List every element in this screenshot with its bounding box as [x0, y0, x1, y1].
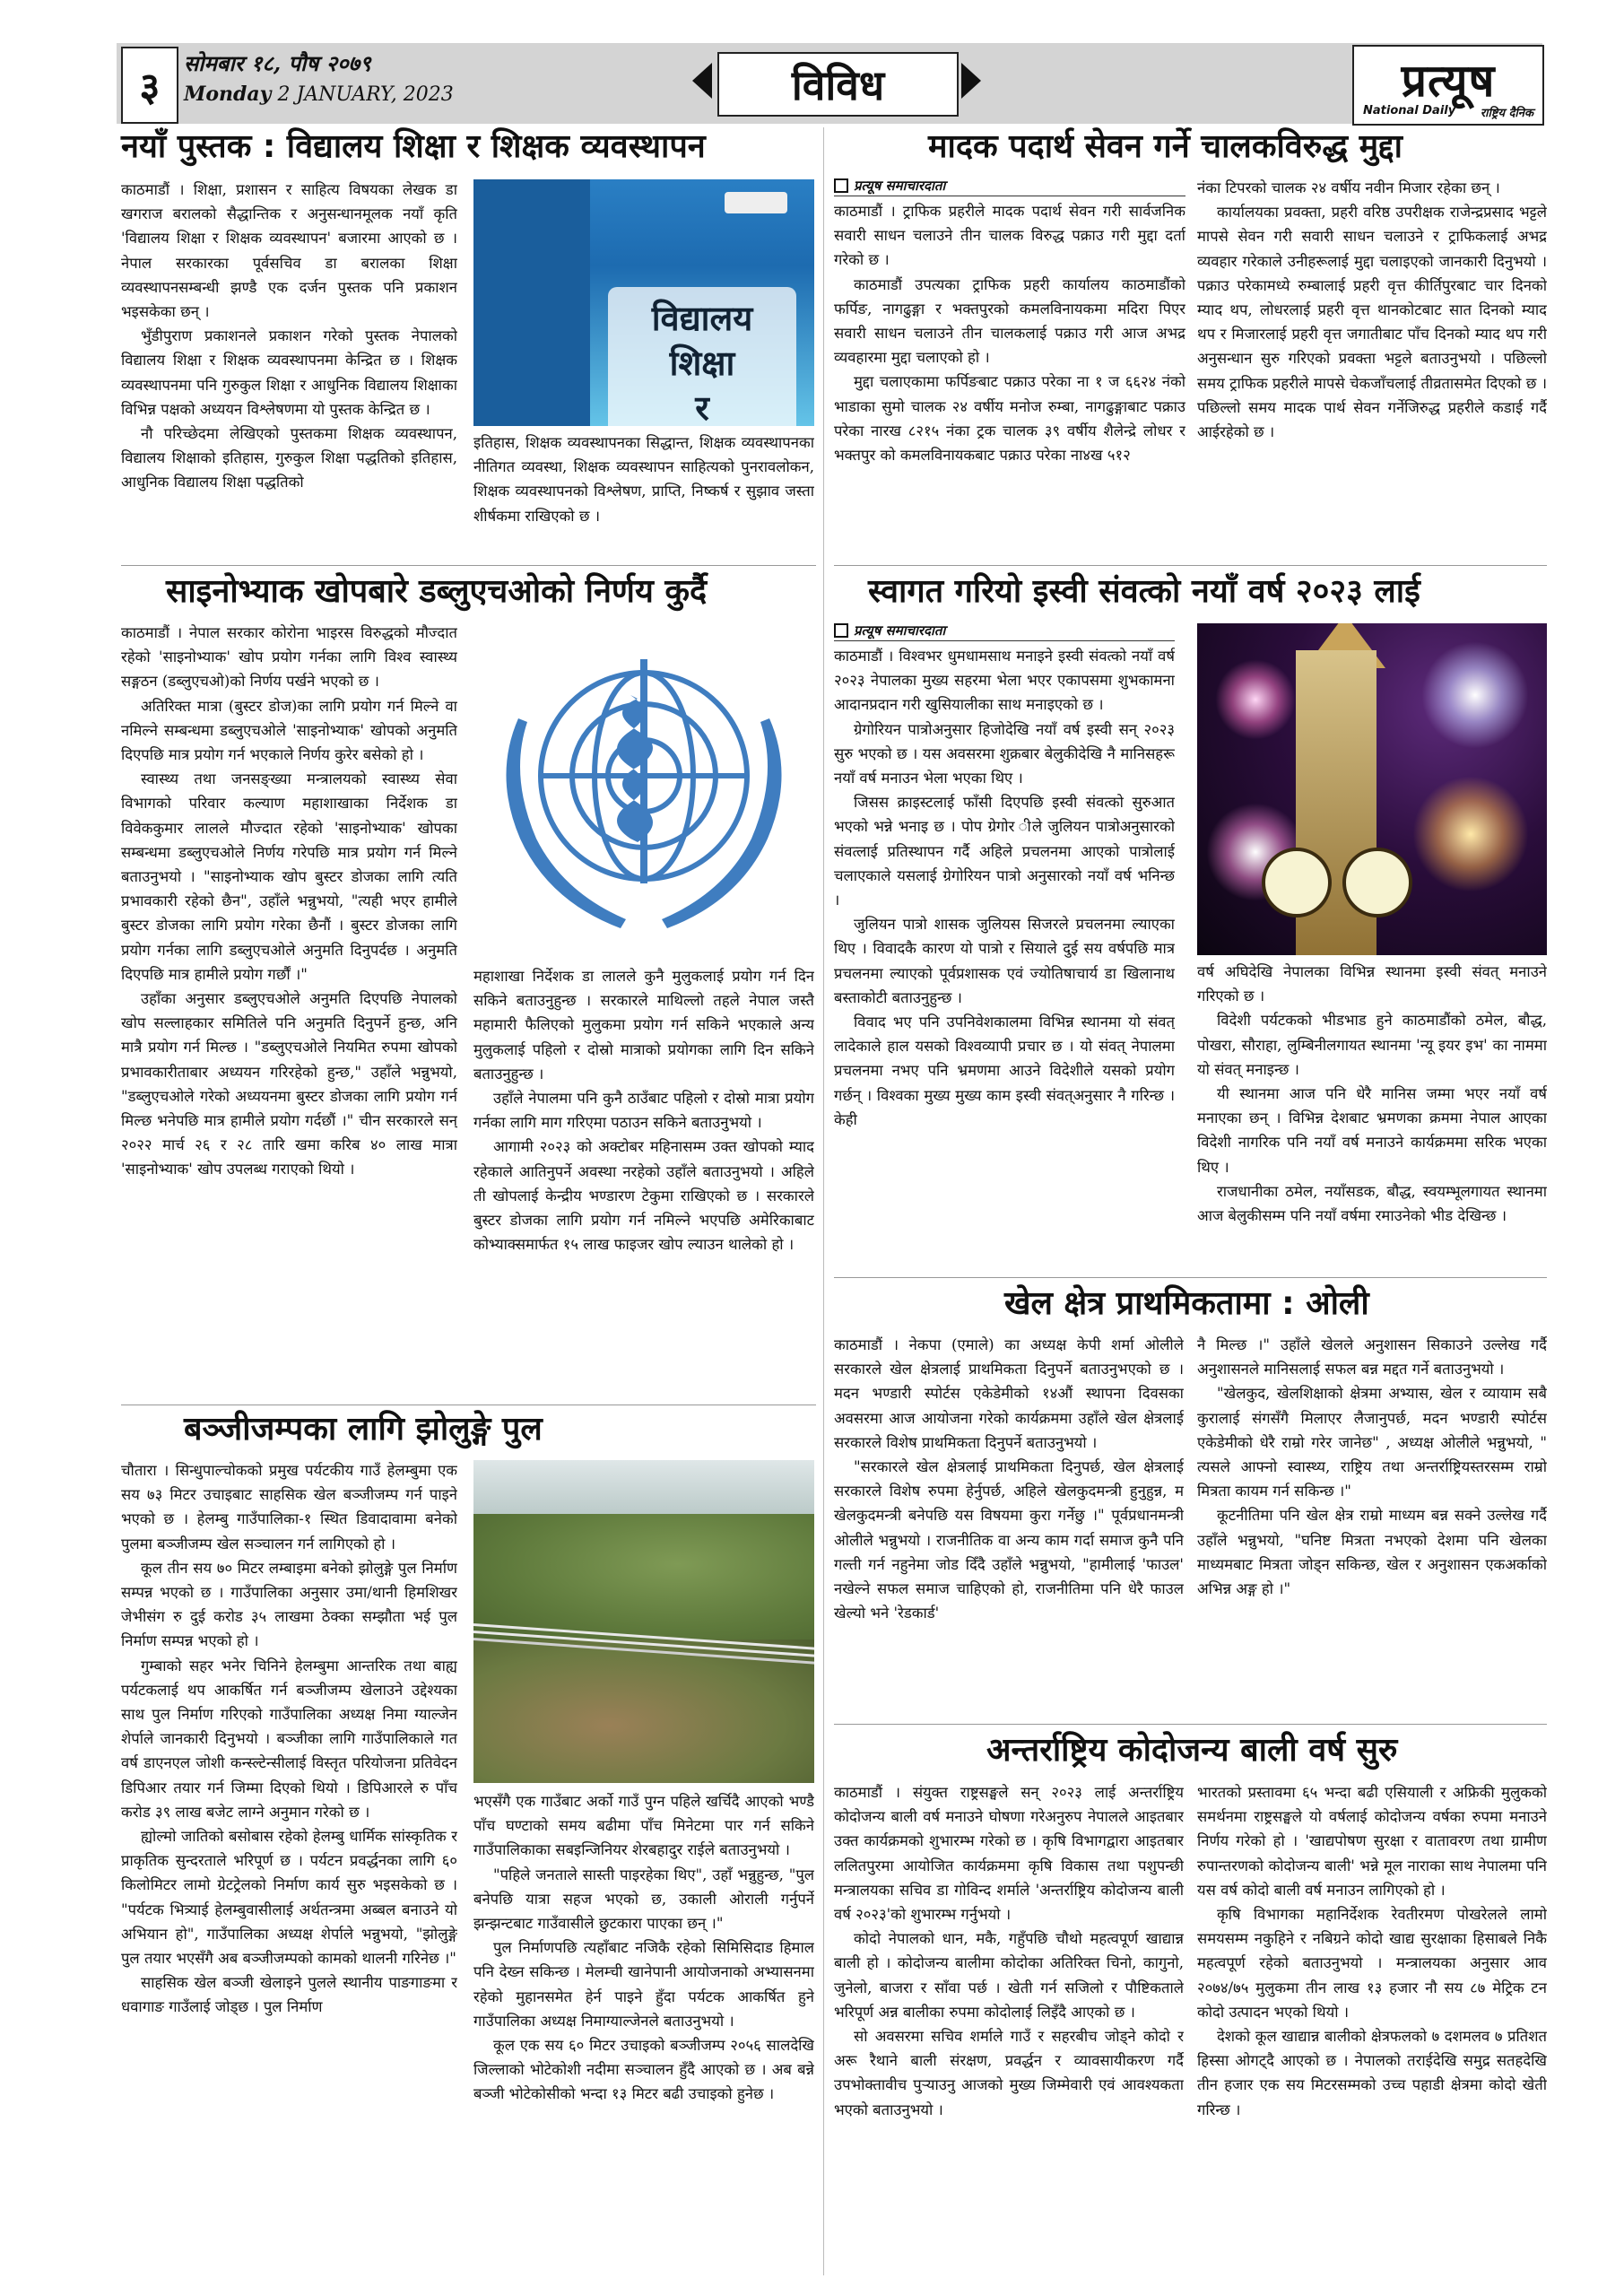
book-para: भुँडीपुराण प्रकाशनले प्रकाशन गरेको पुस्तक नेपालको विद्यालय शिक्षा र शिक्षक व्यवस्थापनमा केन्द्रित छ । शिक्षक व्यवस्थापनमा पनि गुरुकुल शिक्षा र आधुनिक विद्यालय शिक्षाका विभिन्न पक्षको अध्ययन विश्लेषणमा यो पुस्तक केन्द्रित छ ।	[121, 327, 457, 418]
millet-para: भारतको प्रस्तावमा ६५ भन्दा बढी एसियाली र अफ्रिकी मुलुकको समर्थनमा राष्ट्रसङ्घले यो वर्षलाई कोदोजन्य वर्षका रुपमा मनाउने निर्णय गरेको हो । 'खाद्यपोषण सुरक्षा र वातावरण तथा ग्रामीण रुपान्तरणको कोदोजन्य बाली' भन्ने मूल नाराका साथ नेपालमा पनि यस वर्ष कोदो बाली वर्ष मनाउन लागिएको हो ।	[1197, 1784, 1547, 1899]
newyear-col1	[834, 644, 1175, 1274]
drug-byline	[834, 176, 1185, 196]
date-nepali: सोमबार १८, पौष २०७९	[184, 50, 371, 76]
logo-subtitle	[1363, 104, 1533, 120]
drug-para: काठमाडौं उपत्यका ट्राफिक प्रहरी कार्यालय काठमाडौंको फर्पिङ, नागढुङ्गा र भक्तपुरको कमलविनायकमा मदिरा पिएर सवारी साधन चलाउने तीन चालकलाई पक्राउ गरी आज अभद्र व्यवहारमा मुद्दा चलाएको हो ।	[834, 275, 1185, 367]
book-cover-title	[608, 287, 796, 426]
newyear-col2	[1197, 960, 1547, 1274]
section-title: विविध	[717, 52, 959, 117]
vaccine-col1	[121, 621, 457, 1399]
logo-sub-nepali: राष्ट्रिय दैनिक	[1480, 107, 1533, 120]
logo-sub-english: National Daily	[1363, 104, 1456, 117]
sports-col2	[1197, 1333, 1547, 1718]
arrow-right-icon	[961, 63, 981, 99]
vaccine-para: उहाँले नेपालमा पनि कुनै ठाउँबाट पहिलो र दोस्रो मात्रा प्रयोग गर्नका लागि माग गरिएमा पठाउन सकिने बताउनुभयो ।	[473, 1090, 814, 1132]
newyear-byline	[834, 621, 1175, 641]
byline-box-icon	[834, 623, 848, 638]
book-para: नौ परिच्छेदमा लेखिएको पुस्तकमा शिक्षक व्यवस्थापन, विद्यालय शिक्षाको इतिहास, गुरुकुल शिक्षा पद्धतिको इतिहास, आधुनिक विद्यालय शिक्षा पद्धतिको	[121, 425, 457, 491]
newyear-para: विदेशी पर्यटकको भीडभाड हुने काठमाडौंको ठमेल, बौद्ध, पोखरा, सौराहा, लुम्बिनीलगायत स्थानमा 'न्यू इयर इभ' का नाममा यो संवत् मनाइन्छ ।	[1197, 1012, 1547, 1078]
newyear-headline: स्वागत गरियो इस्वी संवत्को नयाँ वर्ष २०२३ लाई	[868, 573, 1420, 610]
newyear-para: जिसस क्राइस्टलाई फाँसी दिएपछि इस्वी संवत्को सुरुआत भएको भन्ने भनाइ छ । पोप ग्रेगोर ीले जुलियन पात्रोअनुसारको संवत्लाई प्रतिस्थापन गर्दै अहिले प्रचलनमा आएको पात्रोलाई चलाएकाले यसलाई ग्रेगोरियन पात्रो अनुसारको नयाँ वर्ष भनिन्छ ।	[834, 794, 1175, 909]
bungee-para: कूल एक सय ६० मिटर उचाइको बञ्जीजम्प २०५६ सालदेखि जिल्लाको भोटेकोशी नदीमा सञ्चालन हुँदै आएको छ । अब बन्ने बञ्जी भोटेकोसीको भन्दा १३ मिटर बढी उचाइको हुनेछ ।	[473, 2037, 814, 2103]
millet-para: देशको कूल खाद्यान्न बालीको क्षेत्रफलको ७ दशमलव ७ प्रतिशत हिस्सा ओगट्दै आएको छ । नेपालको तराईदेखि समुद्र सतहदेखि तीन हजार एक सय मिटरसम्मको उच्च पहाडी क्षेत्रमा कोदो खेती गरिन्छ ।	[1197, 2028, 1547, 2118]
millet-para: सो अवसरमा सचिव शर्माले गाउँ र सहरबीच जोड्ने कोदो र अरू रैथाने बाली संरक्षण, प्रवर्द्धन र व्यावसायीकरण गर्दै उपभोक्तावीच पुऱ्याउनु आजको मुख्य जिम्मेवारी एवं आवश्यकता भएको बताउनुभयो ।	[834, 2028, 1184, 2118]
newyear-byline-text: प्रत्यूष समाचारदाता	[854, 622, 946, 639]
bungee-para: साहसिक खेल बञ्जी खेलाइने पुलले स्थानीय पाङगाङमा र धवागाङ गाउँलाई जोड्छ । पुल निर्माण	[121, 1974, 457, 2016]
sports-para: "खेलकुद, खेलशिक्षाको क्षेत्रमा अभ्यास, खेल र व्यायाम सबै कुरालाई संगसँगै मिलाएर लैजानुपर्छ, मदन भण्डारी स्पोर्टस एकेडेमीको धेरै राम्रो गरेर जानेछ" , अध्यक्ष ओलीले भन्नुभयो, " त्यसले आफ्नो स्वास्थ्य, राष्ट्रिय तथा अन्तर्राष्ट्रियस्तरसम्म राम्रो मित्रता कायम गर्न सकिन्छ ।"	[1197, 1385, 1547, 1500]
book-col1	[121, 178, 457, 559]
book-cover-line2: र	[695, 387, 709, 426]
newyear-para: राजधानीका ठमेल, नयाँसडक, बौद्ध, स्वयम्भूलगायत स्थानमा आज बेलुकीसम्म पनि नयाँ वर्षमा रमाउनेको भीड देखिन्छ ।	[1197, 1182, 1547, 1225]
drug-col2	[1197, 176, 1547, 561]
clock-face-icon	[1262, 848, 1332, 918]
divider	[121, 565, 816, 566]
who-emblem-icon	[473, 623, 814, 955]
vaccine-para: महाशाखा निर्देशक डा लालले कुनै मुलुकलाई प्रयोग गर्न दिन सकिने बताउनुहुन्छ । सरकारले माथिल्लो तहले नेपाल जस्तै महामारी फैलिएको मुलुकमा प्रयोग गर्न सकिने भएकाले अन्य मुलुकलाई पहिलो र दोस्रो मात्राको प्रयोगका लागि दिन सकिने बताउनुहुन्छ ।	[473, 968, 814, 1083]
vaccine-para: उहाँका अनुसार डब्लुएचओले अनुमति दिएपछि नेपालको खोप सल्लाहकार समितिले पनि अनुमति दिनुपर्ने हुन्छ, अनि मात्रै प्रयोग गर्न मिल्छ । "डब्लुएचओले नियमित रुपमा खोपको प्रभावकारीताबार अध्ययन गरिरहेको हुन्छ," उहाँले भन्नुभयो, "डब्लुएचओले गरेको अध्ययनमा बुस्टर डोजका लागि प्रयोग गर्न मिल्छ भनेपछि मात्र हामीले प्रयोग गर्दछौं ।" चीन सरकारले सन् २०२२ मार्च २६ र २८ तारि खमा करिब ४० लाख मात्रा 'साइनोभ्याक' खोप उपलब्ध गराएको थियो ।	[121, 990, 457, 1178]
book-para: इतिहास, शिक्षक व्यवस्थापनका सिद्धान्त, शिक्षक व्यवस्थापनका नीतिगत व्यवस्था, शिक्षक व्यवस्थापन साहित्यको पुनरावलोकन, शिक्षक व्यवस्थापनको विश्लेषण, प्राप्ति, निष्कर्ष र सुझाव जस्ता शीर्षकमा राखिएको छ ।	[473, 434, 814, 525]
drug-col1	[834, 199, 1185, 560]
book-spine	[473, 179, 590, 426]
firework	[1421, 641, 1529, 749]
bungee-para: पुल निर्माणपछि त्यहाँबाट नजिकै रहेको सिमिसिदाड हिमाल पनि देख्न सकिन्छ । मेलम्ची खानेपानी आयोजनाको अभ्यासनमा रहेको मुहानसमेत हेर्न पाइने हुँदा पर्यटक आकर्षित हुने गाउँपालिका अध्यक्ष निमाग्याल्जेनले बताउनुभयो ।	[473, 1939, 814, 2030]
logo-title: प्रत्यूष	[1401, 54, 1496, 107]
bungee-col2	[473, 1789, 814, 2274]
sports-col1	[834, 1333, 1184, 1718]
divider	[834, 565, 1547, 566]
bungee-para: चौतारा । सिन्धुपाल्चोकको प्रमुख पर्यटकीय गाउँ हेलम्बुमा एक सय ७३ मिटर उचाइबाट साहसिक खेल बञ्जीजम्प गर्न पाइने भएको छ । हेलम्बु गाउँपालिका-१ स्थित डिवादावामा बनेको पुलमा बञ्जीजम्प खेल सञ्चालन गर्न लागिएको हो ।	[121, 1462, 457, 1552]
book-para: काठमाडौं । शिक्षा, प्रशासन र साहित्य विषयका लेखक डा खगराज बरालको सैद्धान्तिक र अनुसन्धानमूलक नयाँ कृति 'विद्यालय शिक्षा र शिक्षक व्यवस्थापन' बजारमा आएको छ । नेपाल सरकारका पूर्वसचिव डा बरालका शिक्षा व्यवस्थापनसम्बन्धी झण्डै एक दर्जन पुस्तक पनि प्रकाशन भइसकेका छन् ।	[121, 181, 457, 321]
sports-para: कूटनीतिमा पनि खेल क्षेत्र राम्रो माध्यम बन्न सक्ने उल्लेख गर्दै उहाँले भन्नुभयो, "घनिष्ट मित्रता नभएको देशमा पनि खेलका माध्यमबाट मित्रता जोड्न सकिन्छ, खेल र अनुशासन एकअर्काको अभिन्न अङ्ग हो ।"	[1197, 1507, 1547, 1598]
bungee-para: कूल तीन सय ७० मिटर लम्बाइमा बनेको झोलुङ्गे पुल निर्माण सम्पन्न भएको छ । गाउँपालिका अनुसार उमा/थानी हिमशिखर जेभीसंग रु दुई करोड ३५ लाखमा ठेक्का सम्झौता भई पुल निर्माण सम्पन्न भएको हो ।	[121, 1559, 457, 1650]
vaccine-col2	[473, 964, 814, 1400]
drug-para: नंका टिपरको चालक २४ वर्षीय नवीन मिजार रहेका छन् ।	[1197, 179, 1500, 196]
sports-headline: खेल क्षेत्र प्राथमिकतामा : ओली	[1004, 1285, 1369, 1322]
arrow-left-icon	[692, 63, 712, 99]
bungee-para: ह्योल्मो जातिको बसोबास रहेको हेलम्बु धार्मिक सांस्कृतिक र प्राकृतिक सुन्दरताले भरिपूर्ण छ । पर्यटन प्रवर्द्धनका लागि ६० किलोमिटर लामो ग्रेटट्रेलको निर्माण कार्य सुरु भइसकेको छ । "पर्यटक भित्र्याई हेलम्बुवासीलाई अर्थतन्त्रमा अब्बल बनाउने यो अभियान हो", गाउँपालिका अध्यक्ष शेर्पाले भन्नुभयो, "झोलुङ्गे पुल तयार भएसँगै अब बञ्जीजम्पको कामको थालनी गरिनेछ ।"	[121, 1828, 457, 1968]
bungee-para: भएसँगै एक गाउँबाट अर्को गाउँ पुग्न पहिले खर्चिदै आएको भण्डै पाँच घण्टाको समय बढीमा पाँच मिनेटमा पार गर्न सकिने गाउँपालिकाका सबइन्जिनियर शेरबहादुर राईले बताउनुभयो ।	[473, 1793, 814, 1859]
drug-para: काठमाडौं । ट्राफिक प्रहरीले मादक पदार्थ सेवन गरी सार्वजनिक सवारी साधन चलाउने तीन चालक विरुद्ध पक्राउ गरी मुद्दा दर्ता गरेको छ ।	[834, 203, 1185, 269]
newyear-para: काठमाडौं । विश्वभर धुमधामसाथ मनाइने इस्वी संवत्को नयाँ वर्ष २०२३ नेपालका मुख्य सहरमा भेला भएर एकापसमा शुभकामना आदानप्रदान गरी खुसियालीका साथ मनाइएको छ ।	[834, 648, 1175, 714]
newyear-para: वर्ष अघिदेखि नेपालका विभिन्न स्थानमा इस्वी संवत् मनाउने गरिएको छ ।	[1197, 963, 1547, 1005]
vaccine-para: अतिरिक्त मात्रा (बुस्टर डोज)का लागि प्रयोग गर्न मिल्ने वा नमिल्ने सम्बन्धमा डब्लुएचओले 'साइनोभ्याक' खोपको अनुमति दिएपछि मात्र प्रयोग गर्न भएकाले निर्णय कुरेर बसेको हो ।	[121, 697, 457, 764]
bungee-headline: बञ्जीजम्पका लागि झोलुङ्गे पुल	[184, 1411, 543, 1448]
date-english-value: 2 JANUARY, 2023	[277, 83, 454, 106]
newyear-para: यी स्थानमा आज पनि धेरै मानिस जम्मा भएर नयाँ वर्ष मनाएका छन् । विभिन्न देशबाट भ्रमणका क्रममा नेपाल आएका विदेशी नागरिक पनि नयाँ वर्ष मनाउने कार्यक्रममा सरिक भएका थिए ।	[1197, 1085, 1547, 1176]
clock-face-icon	[1342, 848, 1412, 918]
bigben-fireworks-photo	[1197, 623, 1547, 955]
millet-para: कोदो नेपालको धान, मकै, गहुँपछि चौथो महत्वपूर्ण खाद्यान्न बाली हो । कोदोजन्य बालीमा कोदोका अतिरिक्त चिनो, कागुनो, जुनेलो, बाजरा र साँवा पर्छ । खेती गर्न सजिलो र पौष्टिकताले भरिपूर्ण अन्न बालीका रुपमा कोदोलाई लिइँदै आएको छ ।	[834, 1930, 1184, 2021]
millet-para: काठमाडौं । संयुक्त राष्ट्रसङ्घले सन् २०२३ लाई अन्तर्राष्ट्रिय कोदोजन्य बाली वर्ष मनाउने घोषणा गरेअनुरुप नेपालले आइतबार उक्त कार्यक्रमको शुभारम्भ गरेको छ । कृषि विभागद्वारा आइतबार ललितपुरमा आयोजित कार्यक्रममा कृषि विकास तथा पशुपन्छी मन्त्रालयका सचिव डा गोविन्द शर्माले 'अन्तर्राष्ट्रिय कोदोजन्य बाली वर्ष २०२३'को शुभारम्भ गर्नुभयो ।	[834, 1784, 1184, 1924]
vaccine-para: काठमाडौं । नेपाल सरकार कोरोना भाइरस विरुद्धको मौज्दात रहेको 'साइनोभ्याक' खोप प्रयोग गर्नका लागि विश्व स्वास्थ्य सङ्गठन (डब्लुएचओ)को निर्णय पर्खने भएको छ ।	[121, 624, 457, 691]
sports-para: नै मिल्छ ।" उहाँले खेलले अनुशासन सिकाउने उल्लेख गर्दै अनुशासनले मानिसलाई सफल बन्न मद्दत गर्ने बताउनुभयो ।	[1197, 1336, 1547, 1378]
drug-para: कार्यालयका प्रवक्ता, प्रहरी वरिष्ठ उपरीक्षक राजेन्द्रप्रसाद भट्टले मापसे सेवन गरी सवारी साधन चलाउने र ट्राफिकलाई अभद्र व्यवहार गरेकाले उनीहरूलाई मुद्दा चलाइएको जानकारी दिनुभयो । पक्राउ परेकामध्ये रुम्बालाई प्रहरी वृत्त कीर्तिपुरबाट चार दिनको म्याद थप, लोधरलाई प्रहरी वृत्त थानकोटबाट सात दिनको म्याद थप र मिजारलाई प्रहरी वृत्त जगातीबाट पाँच दिनको म्याद थप गरी अनुसन्धान सुरु गरिएको प्रवक्ता भट्टले बताउनुभयो । पछिल्लो समय ट्राफिक प्रहरीले मापसे चेकजाँचलाई तीव्रतासमेत दिएको छ । पछिल्लो समय मादक पार्थ सेवन गर्नेजिरुद्ध प्रहरीले कडाई गर्दै आईरहेको छ ।	[1197, 204, 1547, 441]
vaccine-headline: साइनोभ्याक खोपबारे डब्लुएचओको निर्णय कुर्दै	[166, 573, 708, 610]
drug-headline: मादक पदार्थ सेवन गर्ने चालकविरुद्ध मुद्दा	[928, 128, 1403, 165]
sports-para: काठमाडौं । नेकपा (एमाले) का अध्यक्ष केपी शर्मा ओलीले सरकारले खेल क्षेत्रलाई प्राथमिकता दिनुपर्ने बताउनुभएको छ । मदन भण्डारी स्पोर्टस एकेडेमीको १४औं स्थापना दिवसका अवसरमा आज आयोजना गरेको कार्यक्रममा उहाँले खेल क्षेत्रलाई सरकारले विशेष प्राथमिकता दिनुपर्ने बताउनुभयो ।	[834, 1336, 1184, 1451]
date-day: Monday	[184, 83, 272, 106]
book-col2	[473, 430, 814, 561]
drug-para: मुद्दा चलाएकामा फर्पिङबाट पक्राउ परेका ना १ ज ६६२४ नंको भाडाका सुमो चालक २४ वर्षीय मनोज रुम्बा, नागढुङ्गाबाट पक्राउ परेका नारख ८२१५ नंका ट्रक चालक ३९ वर्षीय शैलेन्द्रे लोधर र भक्तपुर को कमलविनायकबाट पक्राउ परेका ना४ख ५१२	[834, 373, 1185, 465]
column-separator	[823, 127, 824, 2275]
suspension-bridge-photo	[473, 1460, 814, 1783]
millet-para: कृषि विभागका महानिर्देशक रेवतीरमण पोखरेलले लामो समयसम्म नकुहिने र नबिग्रने कोदो खाद्य सुरक्षाका हिसाबले निकै महत्वपूर्ण रहेको बताउनुभयो । मन्त्रालयका अनुसार आव २०७४/७५ मुलुकमा तीन लाख १३ हजार नौ सय ८७ मेट्रिक टन कोदो उत्पादन भएको थियो ।	[1197, 1906, 1547, 2021]
millet-headline: अन्तर्राष्ट्रिय कोदोजन्य बाली वर्ष सुरु	[986, 1732, 1398, 1769]
newspaper-logo	[1352, 45, 1544, 126]
bungee-para: "पहिले जनताले सास्ती पाइरहेका थिए", उहाँ भन्नुहुन्छ, "पुल बनेपछि यात्रा सहज भएको छ, उकाली ओराली गर्नुपर्ने झन्झन्टबाट गाउँवासीले छुटकारा पाएका छन् ।"	[473, 1866, 814, 1933]
newyear-para: जुलियन पात्रो शासक जुलियस सिजरले प्रचलनमा ल्याएका थिए । विवादकै कारण यो पात्रो र सियाले दुई सय वर्षपछि मात्र प्रचलनमा ल्याएको पूर्वप्रशासक एवं ज्योतिषाचार्य डा खिलानाथ बस्ताकोटी बताउनुहुन्छ ।	[834, 916, 1175, 1006]
publisher-logo	[725, 192, 787, 213]
firework	[1412, 776, 1529, 892]
byline-box-icon	[834, 178, 848, 193]
bungee-para: गुम्बाको सहर भनेर चिनिने हेलम्बुमा आन्तरिक तथा बाह्य पर्यटकलाई थप आकर्षित गर्न बञ्जीजम्प खेलाउने उद्देश्यका साथ पुल निर्माण गरिएको गाउँपालिका अध्यक्ष निमा ग्याल्जेन शेर्पाले जानकारी दिनुभयो । बञ्जीका लागि गाउँपालिकाले गत वर्ष डाएनएल जोशी कन्स्ल्टेन्सीलाई विस्तृत परियोजना प्रतिवेदन डिपिआर तयार गर्न जिम्मा दिएको थियो । डिपिआरले रु पाँच करोड ३९ लाख बजेट लाग्ने अनुमान गरेको छ ।	[121, 1657, 457, 1821]
millet-col2	[1197, 1780, 1547, 2274]
vaccine-para: आगामी २०२३ को अक्टोबर महिनासम्म उक्त खोपको म्याद रहेकाले आतिनुपर्ने अवस्था नरहेको उहाँले बताउनुभयो । अहिले ती खोपलाई केन्द्रीय भण्डारण टेकुमा राखिएको छ । सरकारले बुस्टर डोजका लागि प्रयोग गर्न नमिल्ने भएपछि अमेरिकाबाट कोभ्याक्समार्फत १५ लाख फाइजर खोप ल्याउन थालेको हो ।	[473, 1138, 814, 1254]
vaccine-para: स्वास्थ्य तथा जनसङ्ख्या मन्त्रालयको स्वास्थ्य सेवा विभागको परिवार कल्याण महाशाखाका निर्देशक डा विवेककुमार लालले मौज्दात रहेको 'साइनोभ्याक' खोपका सम्बन्धमा डब्लुएचओले निर्णय गरेपछि मात्र प्रयोग गर्न मिल्ने बताउनुभयो । "साइनोभ्याक खोप बुस्टर डोजका लागि त्यति प्रभावकारी रहेको छैन", उहाँले भन्नुभयो, "त्यही भएर हामीले बुस्टर डोजका लागि प्रयोग गरेका छैनौं । बुस्टर डोजका लागि प्रयोग गर्नका लागि डब्लुएचओले अनुमति दिनुपर्दछ । अनुमति दिएपछि मात्र हामीले प्रयोग गर्छौं ।"	[121, 770, 457, 983]
slope	[473, 1639, 814, 1783]
page-number: ३	[121, 47, 178, 124]
millet-col1	[834, 1780, 1184, 2274]
book-cover-image	[473, 179, 814, 426]
book-headline: नयाँ पुस्तक : विद्यालय शिक्षा र शिक्षक व्यवस्थापन	[121, 128, 706, 165]
book-cover-line1: विद्यालय शिक्षा	[651, 298, 753, 383]
newyear-para: ग्रेगोरियन पात्रोअनुसार हिजोदेखि नयाँ वर्ष इस्वी सन् २०२३ सुरु भएको छ । यस अवसरमा शुक्रबार बेलुकीदेखि नै मानिसहरू नयाँ वर्ष मनाउन भेला भएका थिए ।	[834, 720, 1175, 787]
divider	[834, 1724, 1547, 1725]
bungee-col1	[121, 1458, 457, 2273]
date-english	[184, 83, 454, 106]
who-emblem-image	[473, 623, 814, 955]
firework	[1215, 659, 1296, 740]
sports-para: "सरकारले खेल क्षेत्रलाई प्राथमिकता दिनुपर्छ, खेल क्षेत्रलाई सरकारले विशेष रुपमा हेर्नुपर्छ, अहिले खेलकुदमन्त्री हुनुहुन्न, म खेलकुदमन्त्री बनेपछि यस विषयमा कुरा गर्नेछु ।" पूर्वप्रधानमन्त्री ओलीले भन्नुभयो । राजनीतिक वा अन्य काम गर्दा समाज कुनै पनि गल्ती गर्न नहुनेमा जोड दिँदै उहाँले भन्नुभयो, "हामीलाई 'फाउल' नखेल्ने सफल समाज चाहिएको हो, राजनीतिमा पनि धेरै फाउल खेल्यो भने 'रेडकार्ड'	[834, 1458, 1184, 1622]
drug-byline-text: प्रत्यूष समाचारदाता	[854, 178, 946, 194]
newyear-para: विवाद भए पनि उपनिवेशकालमा विभिन्न स्थानमा यो संवत् लादेकाले हाल यसको विश्वव्यापी प्रचार छ । यो संवत् नेपालमा प्रचलनमा नभए पनि भ्रमणमा आउने विदेशीले यसको प्रयोग गर्छन् । विश्वका मुख्य मुख्य काम इस्वी संवत्अनुसार नै गरिन्छ । केही	[834, 1013, 1175, 1128]
hillside	[473, 1514, 814, 1639]
divider	[834, 1277, 1547, 1278]
